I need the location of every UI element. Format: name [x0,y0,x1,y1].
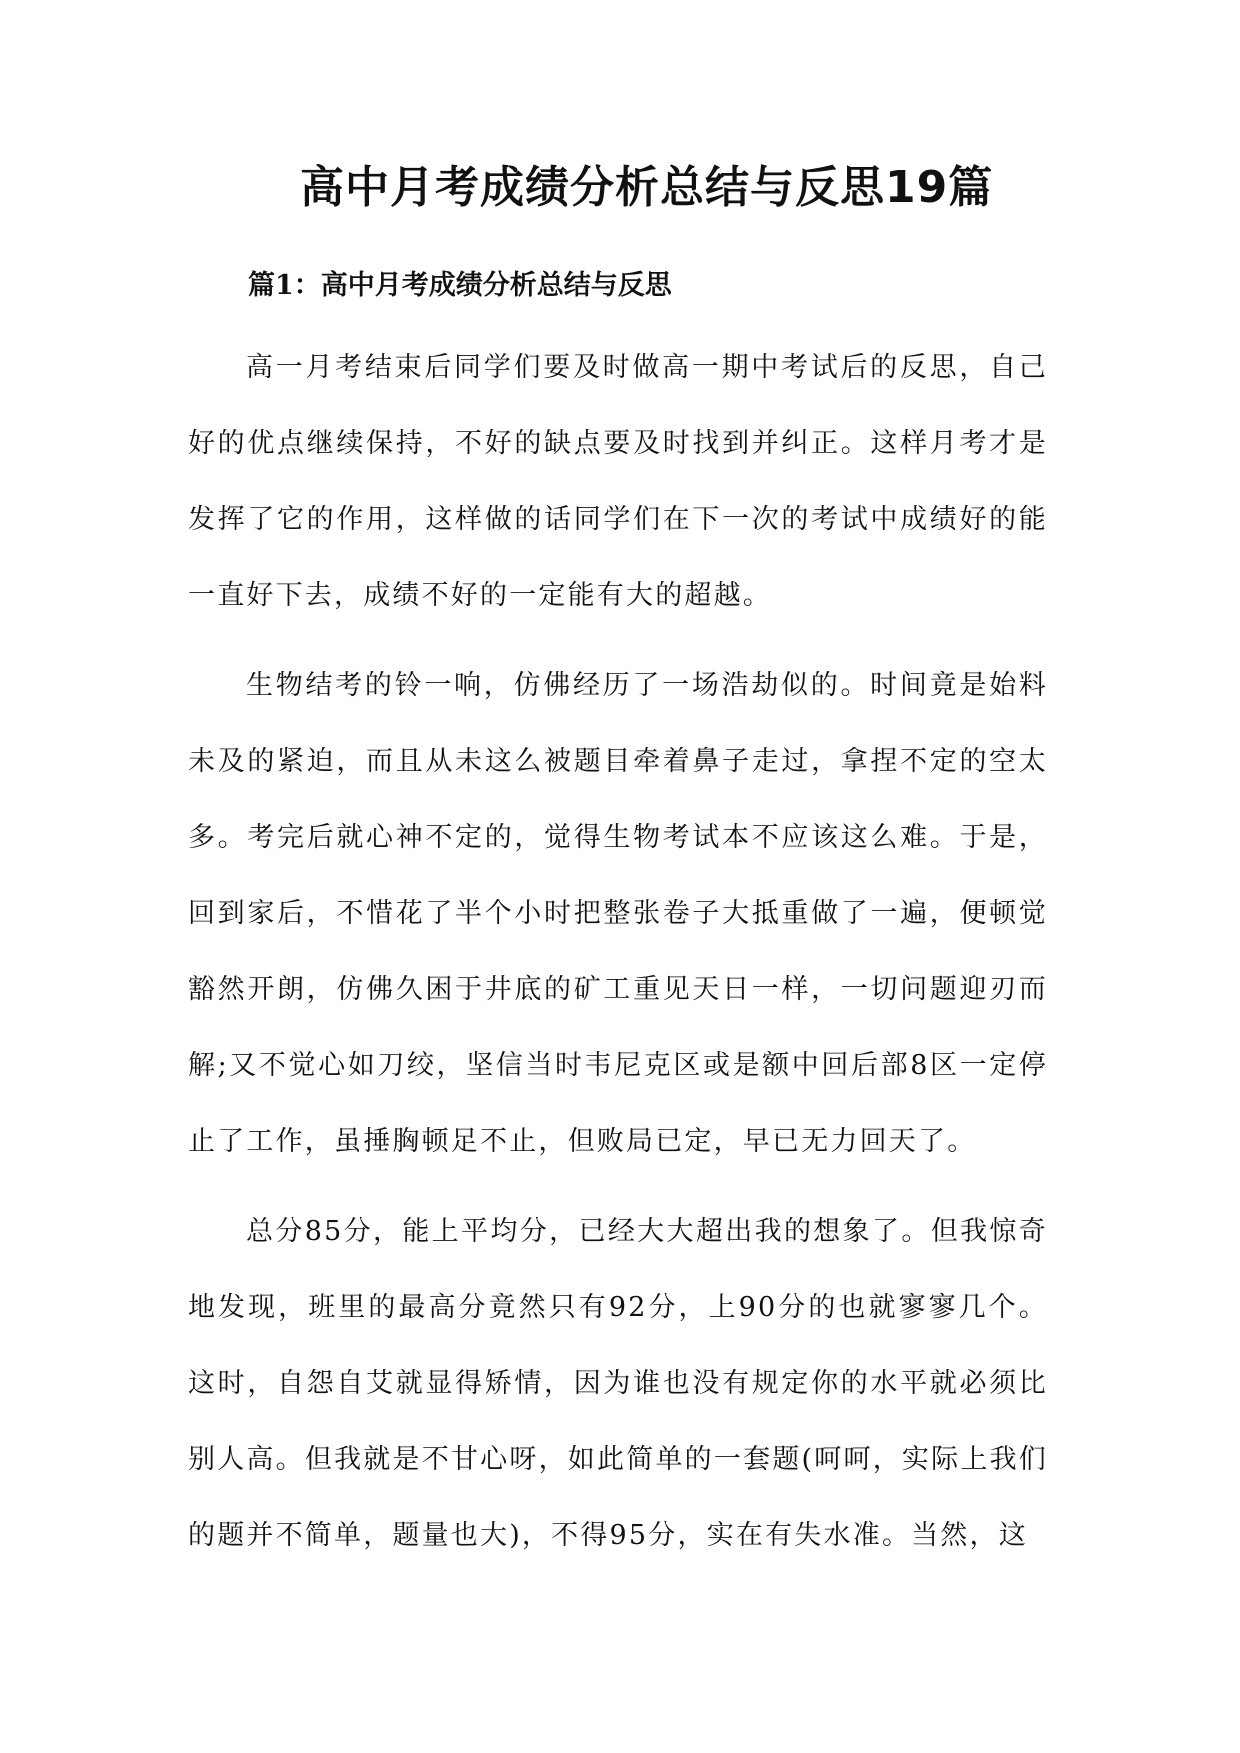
paragraph: 高一月考结束后同学们要及时做高一期中考试后的反思，自己好的优点继续保持，不好的缺点要及时找到并纠正。这样月考才是发挥了它的作用，这样做的话同学们在下一次的考试中成绩好的能一直好下去，成绩不好的一定能有大的超越。 [188,352,1048,611]
paragraph: 总分85分，能上平均分，已经大大超出我的想象了。但我惊奇地发现，班里的最高分竟然只有92分，上90分的也就寥寥几个。这时，自怨自艾就显得矫情，因为谁也没有规定你的水平就必须比别人高。但我就是不甘心呀，如此简单的一套题(呵呵，实际上我们的题并不简单，题量也大)，不得95分，实在有失水准。当然，这 [188,1216,1048,1551]
paragraph: 生物结考的铃一响，仿佛经历了一场浩劫似的。时间竟是始料未及的紧迫，而且从未这么被题目牵着鼻子走过，拿捏不定的空太多。考完后就心神不定的，觉得生物考试本不应该这么难。于是，回到家后，不惜花了半个小时把整张卷子大抵重做了一遍，便顿觉豁然开朗，仿佛久困于井底的矿工重见天日一样，一切问题迎刃而解;又不觉心如刀绞，坚信当时韦尼克区或是额中回后部8区一定停止了工作，虽捶胸顿足不止，但败局已定，早已无力回天了。 [188,670,1048,1157]
document-body [188,330,1048,1588]
document-title: 高中月考成绩分析总结与反思19篇 [300,162,994,213]
section-heading: 篇1：高中月考成绩分析总结与反思 [248,270,672,301]
